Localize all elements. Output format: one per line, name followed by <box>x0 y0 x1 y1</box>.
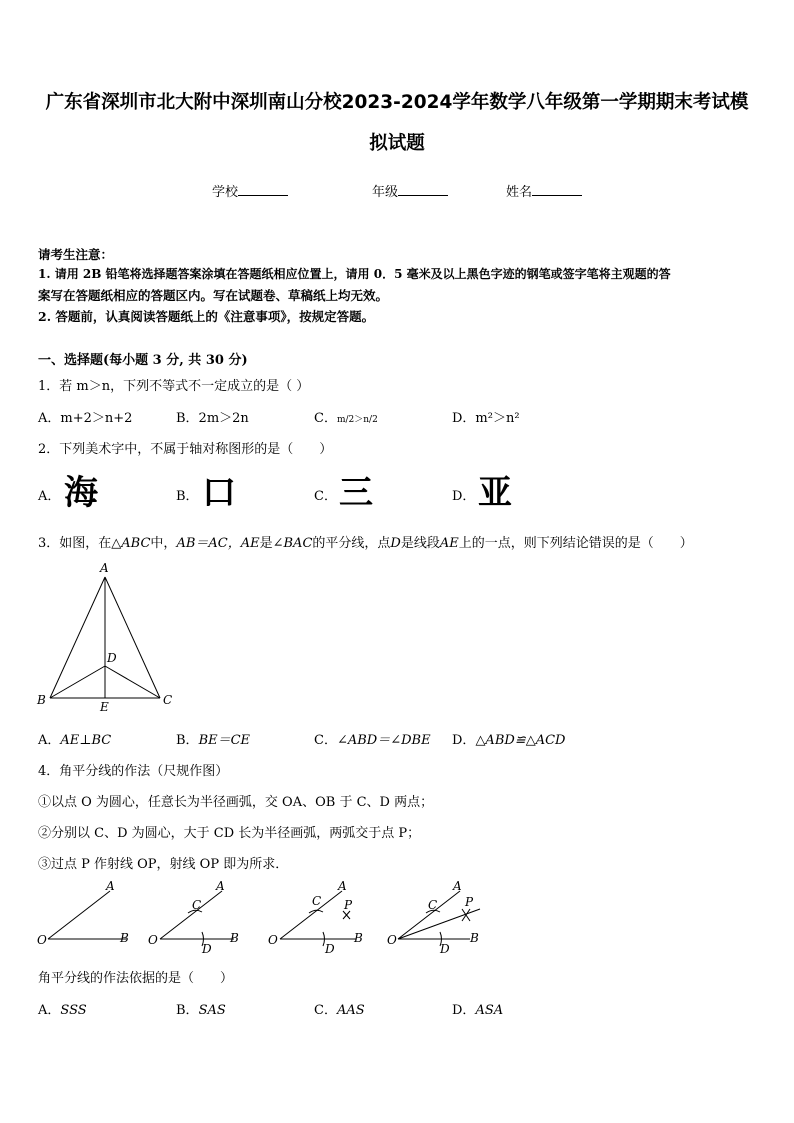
q4-option-a-label: A． <box>38 1003 61 1018</box>
q2-option-b-label: B． <box>176 489 199 504</box>
q4-option-c <box>314 999 365 1018</box>
q1-option-c-label: C． <box>314 411 337 426</box>
q3-stem-mid3: 的平分线，点 <box>312 536 391 551</box>
q4-step2: ②分别以 C、D 为圆心，大于 CD 长为半径画弧，两弧交于点 P； <box>38 826 421 841</box>
q3-stem-math2: AB＝AC，AE <box>176 536 260 551</box>
notice-line1b: 案写在答题纸相应的答题区内。写在试题卷、草稿纸上均无效。 <box>38 288 389 303</box>
q3-stem <box>38 532 693 551</box>
q4-option-d-label: D． <box>452 1003 476 1018</box>
q2-option-a-char: 海 <box>64 473 98 513</box>
q4-figure-1 <box>37 879 129 947</box>
fig2-label-a: A <box>216 879 225 893</box>
q4-option-c-math: AAS <box>336 1003 365 1018</box>
notice-line1a: 1. 请用 2B 铅笔将选择题答案涂填在答题纸相应位置上，请用 0．5 毫米及以上黑色字迹的钢笔或签字笔将主观题的答 <box>38 267 671 281</box>
q4-option-d <box>452 999 503 1018</box>
q4-option-d-math: ASA <box>475 1003 504 1018</box>
q4-option-a-math: SSS <box>60 1003 87 1018</box>
fig3-label-c: C <box>312 894 322 908</box>
q4-stem: 4．角平分线的作法（尺规作图） <box>38 764 229 779</box>
q1-option-c <box>314 407 378 426</box>
q2-option-c-char: 三 <box>339 473 373 513</box>
q3-label-b: B <box>37 693 46 707</box>
name-blank <box>532 183 582 196</box>
exam-title-line1: 广东省深圳市北大附中深圳南山分校2023-2024学年数学八年级第一学期期末考试模 <box>45 92 749 113</box>
q3-label-a: A <box>100 561 109 575</box>
q2-option-b-char: 口 <box>202 473 236 513</box>
q4-figure-2 <box>148 879 239 956</box>
q4-option-a <box>38 999 87 1018</box>
fig2-label-c: C <box>192 898 202 912</box>
q2-option-a-label: A． <box>38 489 61 504</box>
q3-option-c <box>314 729 431 748</box>
q4-figure-4 <box>387 879 480 956</box>
q3-stem-math5: AE <box>439 536 459 551</box>
q3-stem-pre: 3．如图，在 <box>38 536 112 551</box>
fig4-label-d: D <box>440 942 450 956</box>
q3-option-a-label: A． <box>38 733 61 748</box>
q2-option-c-label: C． <box>314 489 337 504</box>
q4-step1: ①以点 O 为圆心，任意长为半径画弧，交 OA、OB 于 C、D 两点； <box>38 795 434 810</box>
fig3-label-o: O <box>268 933 278 947</box>
notice-heading: 请考生注意： <box>38 247 114 262</box>
q4-construction-figures <box>30 876 500 960</box>
fig2-label-o: O <box>148 933 158 947</box>
q1-option-c-math: m/2＞n/2 <box>336 415 378 425</box>
q3-label-e: E <box>100 700 109 714</box>
notice-line2: 2. 答题前，认真阅读答题纸上的《注意事项》，按规定答题。 <box>38 309 375 324</box>
q3-option-c-math: ∠ABD＝∠DBE <box>336 733 431 748</box>
q2-option-d-char: 亚 <box>478 473 512 513</box>
q3-option-b-math: BE＝CE <box>198 733 251 748</box>
fig1-label-b: B <box>120 931 129 945</box>
q4-step3: ③过点 P 作射线 OP，射线 OP 即为所求． <box>38 857 289 872</box>
q4-option-b-math: SAS <box>198 1003 226 1018</box>
q4-figure-3 <box>268 879 363 956</box>
q3-option-d-math: △ABD≌△ACD <box>475 733 566 748</box>
q3-stem-math4: D <box>390 536 401 551</box>
q1-option-a: A．m+2＞n+2 <box>38 411 133 426</box>
q3-stem-post: 上的一点，则下列结论错误的是（ ） <box>458 536 693 551</box>
q3-label-c: C <box>163 693 173 707</box>
q1-option-b: B．2m＞2n <box>176 411 249 426</box>
q1-stem: 1．若 m＞n，下列不等式不一定成立的是（ ） <box>38 379 310 394</box>
fig3-label-a: A <box>338 879 347 893</box>
q3-stem-mid1: 中， <box>150 536 177 551</box>
fig4-label-b: B <box>470 931 479 945</box>
q3-triangle-figure <box>30 555 190 715</box>
name-field <box>506 181 582 200</box>
section1-heading: 一、选择题(每小题 3 分, 共 30 分) <box>38 353 248 368</box>
q3-option-c-label: C． <box>314 733 337 748</box>
q3-stem-mid2: 是 <box>259 536 273 551</box>
q1-option-d: D．m²＞n² <box>452 411 520 426</box>
q3-option-d <box>452 729 565 748</box>
grade-blank <box>398 183 448 196</box>
q2-stem: 2．下列美术字中，不属于轴对称图形的是（ ） <box>38 442 333 457</box>
q3-stem-math3: ∠BAC <box>272 536 313 551</box>
q4-option-b-label: B． <box>176 1003 199 1018</box>
q4-question: 角平分线的作法依据的是（ ） <box>38 971 234 986</box>
fig1-label-o: O <box>37 933 47 947</box>
q3-option-a-math: AE⊥BC <box>60 733 112 748</box>
fig1-label-a: A <box>106 879 115 893</box>
fig3-label-b: B <box>354 931 363 945</box>
fig4-label-o: O <box>387 933 397 947</box>
q4-option-b <box>176 999 226 1018</box>
fig2-label-d: D <box>202 942 212 956</box>
fig3-label-p: P <box>344 898 353 912</box>
q2-option-d-label: D． <box>452 489 476 504</box>
fig3-label-d: D <box>325 942 335 956</box>
school-field <box>212 181 288 200</box>
fig2-label-b: B <box>230 931 239 945</box>
q3-label-d: D <box>107 651 117 665</box>
grade-field <box>372 181 448 200</box>
q4-option-c-label: C． <box>314 1003 337 1018</box>
school-label: 学校 <box>212 185 239 200</box>
q3-stem-math1: △ABC <box>111 536 151 551</box>
name-label: 姓名 <box>506 185 533 200</box>
q3-option-a <box>38 729 111 748</box>
fig4-label-p: P <box>465 895 474 909</box>
q3-option-b-label: B． <box>176 733 199 748</box>
school-blank <box>238 183 288 196</box>
grade-label: 年级 <box>372 185 399 200</box>
fig4-label-c: C <box>428 898 438 912</box>
q3-option-b <box>176 729 250 748</box>
exam-title-line2: 拟试题 <box>369 133 425 154</box>
fig4-label-a: A <box>453 879 462 893</box>
q3-stem-mid4: 是线段 <box>400 536 440 551</box>
q3-option-d-label: D． <box>452 733 476 748</box>
